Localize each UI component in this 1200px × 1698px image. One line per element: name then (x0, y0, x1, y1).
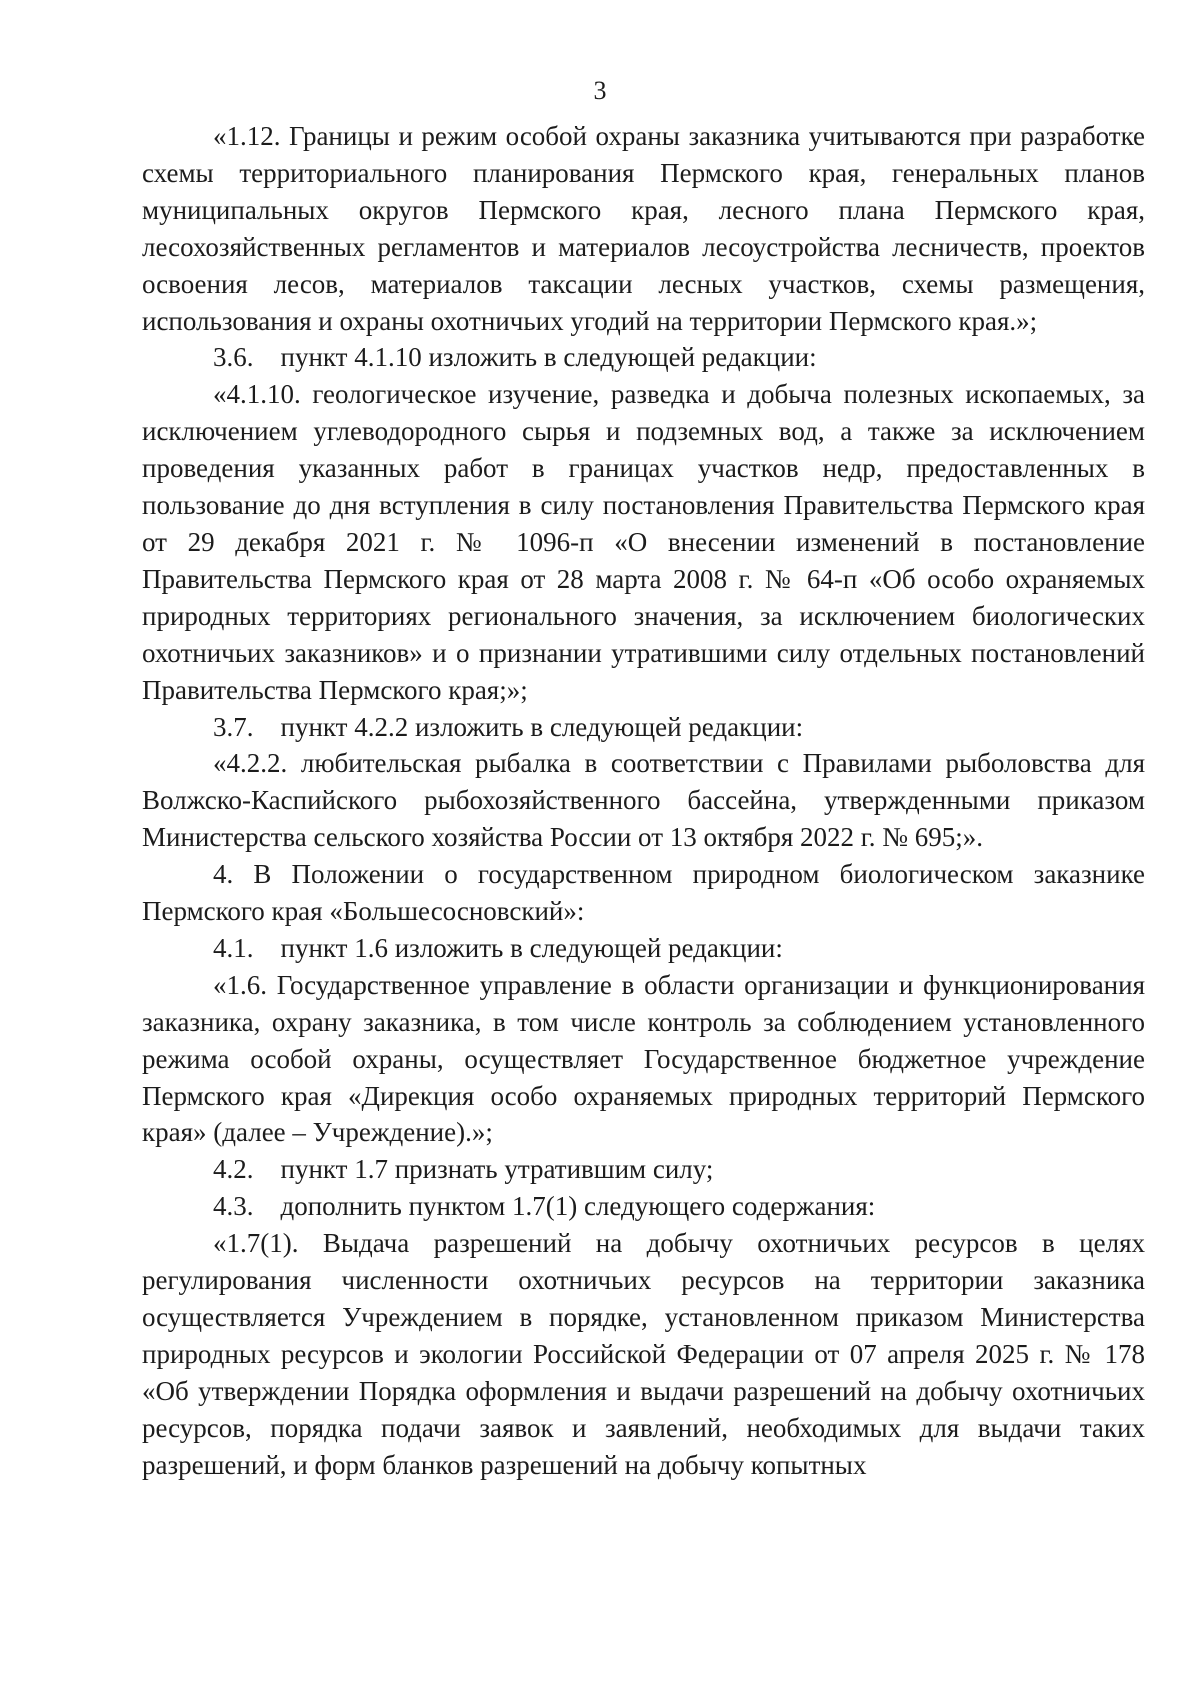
paragraph-3-6: 3.6. пункт 4.1.10 изложить в следующей редакции: (213, 342, 817, 373)
paragraph-1-12: «1.12. Границы и режим особой охраны заказника учитываются при разработке схемы территориального планирования Пермского края, генеральных планов муниципальных округов Пермского края, лесного плана Пермского края, лесохозяйственных регламентов и материалов лесоустройства лесничеств, проектов освоения лесов, материалов таксации лесных участков, схемы размещения, использования и охраны охотничьих угодий на территории Пермского края.»; (142, 121, 1145, 336)
document-body (142, 118, 1145, 1484)
paragraph-4: 4. В Положении о государственном природном биологическом заказнике Пермского края «Большесосновский»: (142, 859, 1145, 927)
page-number: 3 (593, 76, 607, 105)
paragraph-4-2: 4.2. пункт 1.7 признать утратившим силу; (213, 1154, 714, 1185)
paragraph-4-3: 4.3. дополнить пунктом 1.7(1) следующего содержания: (213, 1191, 876, 1222)
paragraph-3-7: 3.7. пункт 4.2.2 изложить в следующей редакции: (213, 711, 804, 742)
paragraph-4-1: 4.1. пункт 1.6 изложить в следующей редакции: (213, 932, 783, 963)
paragraph-4-2-2: «4.2.2. любительская рыбалка в соответствии с Правилами рыболовства для Волжско-Каспийского рыбохозяйственного бассейна, утвержденными приказом Министерства сельского хозяйства России от 13 октября 2022 г. № 695;». (142, 748, 1145, 853)
paragraph-1-7-1: «1.7(1). Выдача разрешений на добычу охотничьих ресурсов в целях регулирования численности охотничьих ресурсов на территории заказника осуществляется Учреждением в порядке, установленном приказом Министерства природных ресурсов и экологии Российской Федерации от 07 апреля 2025 г. № 178 «Об утверждении Порядка оформления и выдачи разрешений на добычу охотничьих ресурсов, порядка подачи заявок и заявлений, необходимых для выдачи таких разрешений, и форм бланков разрешений на добычу копытных (142, 1228, 1145, 1480)
paragraph-4-1-10: «4.1.10. геологическое изучение, разведка и добыча полезных ископаемых, за исключением углеводородного сырья и подземных вод, а также за исключением проведения указанных работ в границах участков недр, предоставленных в пользование до дня вступления в силу постановления Правительства Пермского края от 29 декабря 2021 г. № 1096-п «О внесении изменений в постановление Правительства Пермского края от 28 марта 2008 г. № 64-п «Об особо охраняемых природных территориях регионального значения, за исключением биологических охотничьих заказников» и о признании утратившими силу отдельных постановлений Правительства Пермского края;»; (142, 379, 1145, 705)
paragraph-1-6: «1.6. Государственное управление в области организации и функционирования заказника, охрану заказника, в том числе контроль за соблюдением установленного режима особой охраны, осуществляет Государственное бюджетное учреждение Пермского края «Дирекция особо охраняемых природных территорий Пермского края» (далее – Учреждение).»; (142, 969, 1145, 1148)
